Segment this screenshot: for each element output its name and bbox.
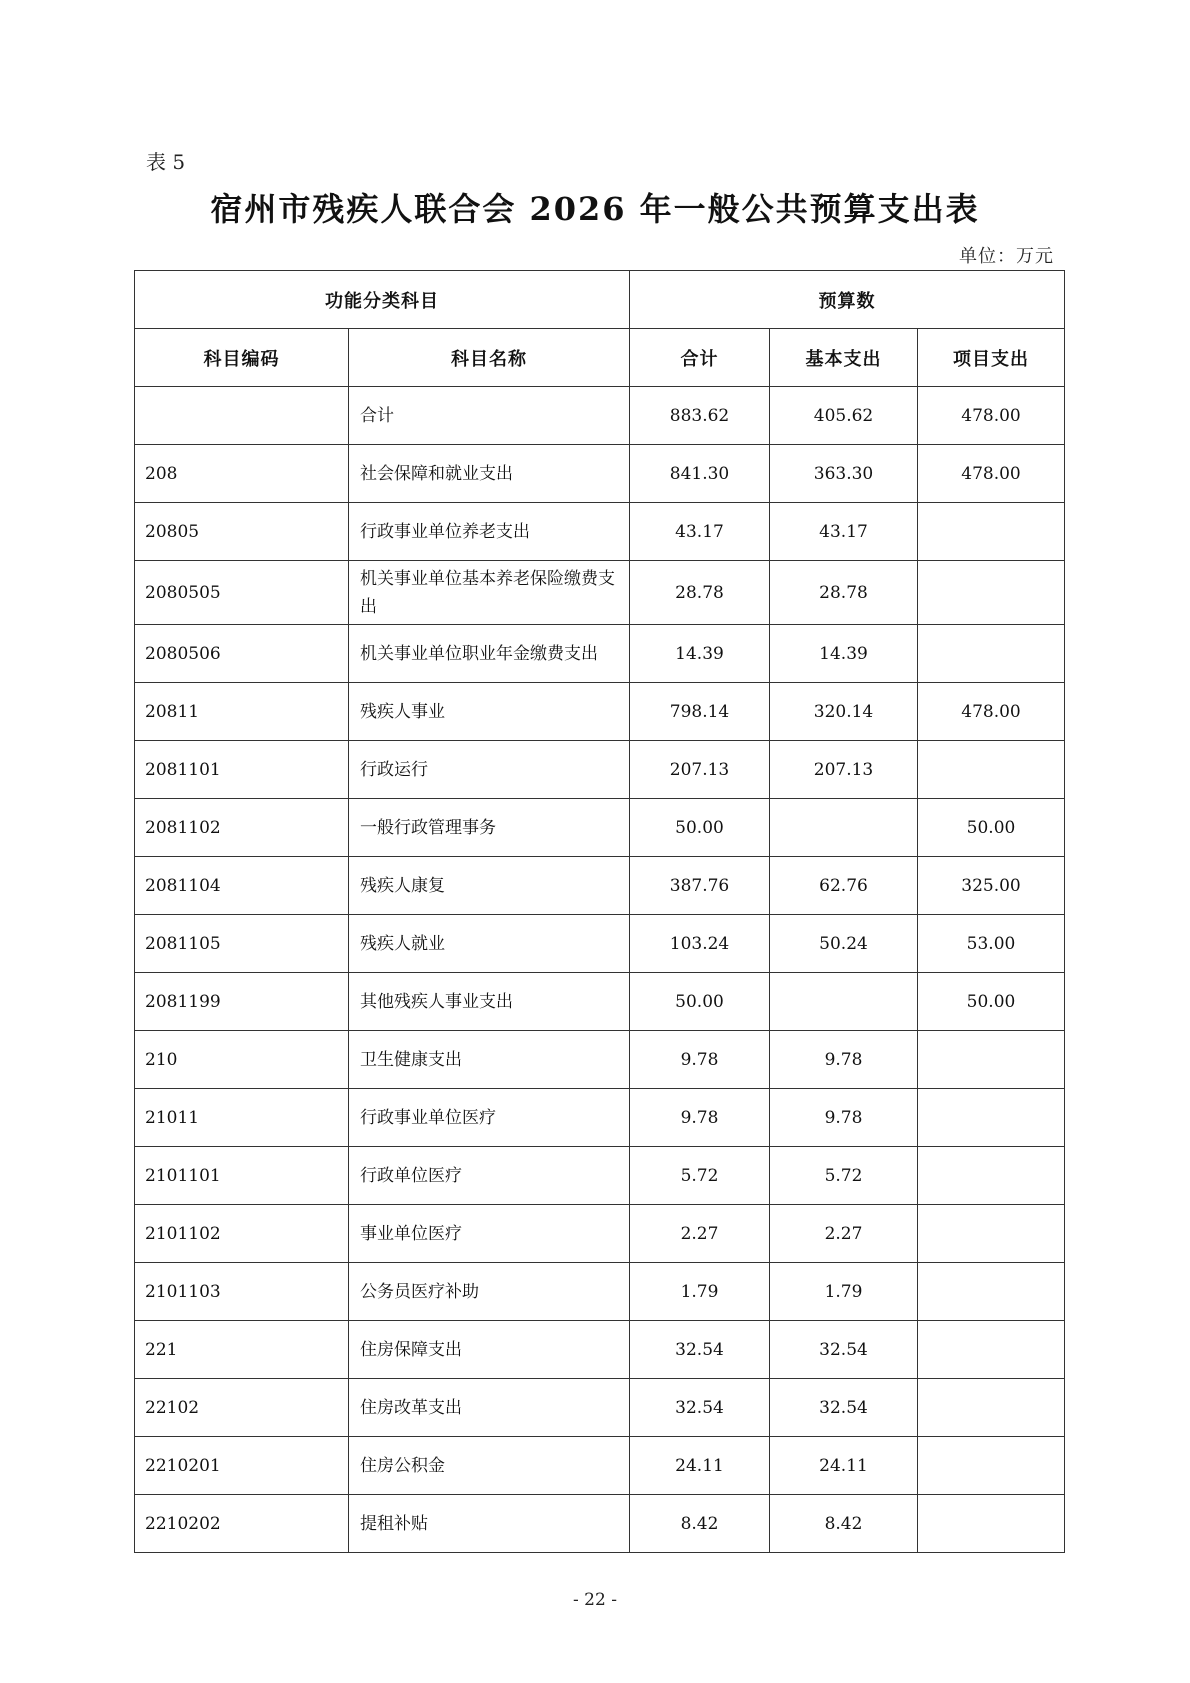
cell-total: 8.42 — [630, 1495, 770, 1553]
cell-name: 残疾人就业 — [349, 915, 630, 973]
group-header-budget: 预算数 — [630, 271, 1065, 329]
unit-label: 单位：万元 — [959, 246, 1054, 267]
cell-name: 机关事业单位职业年金缴费支出 — [349, 625, 630, 683]
cell-name: 残疾人康复 — [349, 857, 630, 915]
cell-basic: 5.72 — [770, 1147, 918, 1205]
cell-total: 28.78 — [630, 561, 770, 625]
table-row — [135, 1147, 1065, 1205]
cell-code: 20811 — [135, 683, 349, 741]
cell-basic: 24.11 — [770, 1437, 918, 1495]
cell-code: 2081104 — [135, 857, 349, 915]
cell-basic: 363.30 — [770, 445, 918, 503]
cell-basic: 9.78 — [770, 1031, 918, 1089]
table-row — [135, 1495, 1065, 1553]
cell-project — [918, 1437, 1065, 1495]
cell-basic — [770, 973, 918, 1031]
cell-total: 24.11 — [630, 1437, 770, 1495]
cell-name: 公务员医疗补助 — [349, 1263, 630, 1321]
cell-basic: 9.78 — [770, 1089, 918, 1147]
cell-basic: 207.13 — [770, 741, 918, 799]
cell-name: 卫生健康支出 — [349, 1031, 630, 1089]
cell-basic: 1.79 — [770, 1263, 918, 1321]
cell-code: 2210202 — [135, 1495, 349, 1553]
cell-total: 9.78 — [630, 1089, 770, 1147]
cell-basic: 28.78 — [770, 561, 918, 625]
column-header-row — [135, 329, 1065, 387]
cell-code: 2210201 — [135, 1437, 349, 1495]
cell-total: 9.78 — [630, 1031, 770, 1089]
cell-total: 883.62 — [630, 387, 770, 445]
cell-total: 32.54 — [630, 1379, 770, 1437]
cell-basic: 50.24 — [770, 915, 918, 973]
cell-project — [918, 1321, 1065, 1379]
cell-name: 行政事业单位养老支出 — [349, 503, 630, 561]
cell-project: 478.00 — [918, 445, 1065, 503]
cell-code: 2101103 — [135, 1263, 349, 1321]
cell-project: 325.00 — [918, 857, 1065, 915]
cell-total: 50.00 — [630, 973, 770, 1031]
cell-basic: 405.62 — [770, 387, 918, 445]
cell-code: 210 — [135, 1031, 349, 1089]
cell-project: 50.00 — [918, 799, 1065, 857]
cell-code: 2101101 — [135, 1147, 349, 1205]
table-row — [135, 1205, 1065, 1263]
cell-code: 2080505 — [135, 561, 349, 625]
cell-name: 行政运行 — [349, 741, 630, 799]
cell-name: 住房公积金 — [349, 1437, 630, 1495]
cell-name: 一般行政管理事务 — [349, 799, 630, 857]
table-row — [135, 1089, 1065, 1147]
cell-project — [918, 1089, 1065, 1147]
table-row — [135, 915, 1065, 973]
cell-project — [918, 625, 1065, 683]
table-label: 表 5 — [146, 150, 186, 174]
cell-project: 478.00 — [918, 683, 1065, 741]
table-row — [135, 973, 1065, 1031]
cell-total: 841.30 — [630, 445, 770, 503]
cell-basic: 62.76 — [770, 857, 918, 915]
cell-total: 14.39 — [630, 625, 770, 683]
cell-project — [918, 741, 1065, 799]
cell-project — [918, 1263, 1065, 1321]
cell-total: 5.72 — [630, 1147, 770, 1205]
cell-total: 32.54 — [630, 1321, 770, 1379]
cell-basic: 8.42 — [770, 1495, 918, 1553]
cell-code: 2081105 — [135, 915, 349, 973]
table-row — [135, 561, 1065, 625]
column-header-total: 合计 — [630, 329, 770, 387]
cell-code: 20805 — [135, 503, 349, 561]
cell-total: 103.24 — [630, 915, 770, 973]
table-body — [135, 387, 1065, 1553]
cell-basic: 32.54 — [770, 1379, 918, 1437]
page-number: - 22 - — [573, 1590, 617, 1610]
cell-total: 798.14 — [630, 683, 770, 741]
cell-total: 2.27 — [630, 1205, 770, 1263]
cell-basic: 2.27 — [770, 1205, 918, 1263]
table-row — [135, 1263, 1065, 1321]
table-row — [135, 799, 1065, 857]
cell-name: 机关事业单位基本养老保险缴费支出 — [349, 561, 630, 625]
cell-project — [918, 561, 1065, 625]
cell-code: 2080506 — [135, 625, 349, 683]
cell-name: 行政事业单位医疗 — [349, 1089, 630, 1147]
cell-project: 478.00 — [918, 387, 1065, 445]
column-header-basic: 基本支出 — [770, 329, 918, 387]
cell-basic: 320.14 — [770, 683, 918, 741]
cell-code: 21011 — [135, 1089, 349, 1147]
table-row — [135, 387, 1065, 445]
table-header — [135, 271, 1065, 387]
cell-name: 事业单位医疗 — [349, 1205, 630, 1263]
table-row — [135, 1321, 1065, 1379]
column-header-project: 项目支出 — [918, 329, 1065, 387]
cell-code — [135, 387, 349, 445]
cell-project — [918, 1495, 1065, 1553]
table-row — [135, 1379, 1065, 1437]
cell-project — [918, 1031, 1065, 1089]
table-row — [135, 625, 1065, 683]
cell-name: 提租补贴 — [349, 1495, 630, 1553]
table-row — [135, 1031, 1065, 1089]
cell-basic: 43.17 — [770, 503, 918, 561]
cell-project: 53.00 — [918, 915, 1065, 973]
cell-name: 其他残疾人事业支出 — [349, 973, 630, 1031]
cell-project — [918, 1147, 1065, 1205]
cell-name: 残疾人事业 — [349, 683, 630, 741]
table-row — [135, 1437, 1065, 1495]
page-title: 宿州市残疾人联合会 2026 年一般公共预算支出表 — [210, 190, 980, 228]
table-row — [135, 741, 1065, 799]
table-row — [135, 857, 1065, 915]
cell-project — [918, 1205, 1065, 1263]
cell-name: 合计 — [349, 387, 630, 445]
cell-basic: 14.39 — [770, 625, 918, 683]
table-row — [135, 503, 1065, 561]
column-header-code: 科目编码 — [135, 329, 349, 387]
cell-project: 50.00 — [918, 973, 1065, 1031]
cell-total: 50.00 — [630, 799, 770, 857]
cell-code: 2081101 — [135, 741, 349, 799]
cell-name: 行政单位医疗 — [349, 1147, 630, 1205]
cell-code: 22102 — [135, 1379, 349, 1437]
column-header-name: 科目名称 — [349, 329, 630, 387]
cell-code: 221 — [135, 1321, 349, 1379]
cell-name: 住房保障支出 — [349, 1321, 630, 1379]
table-row — [135, 445, 1065, 503]
table-row — [135, 683, 1065, 741]
cell-code: 2101102 — [135, 1205, 349, 1263]
cell-total: 1.79 — [630, 1263, 770, 1321]
cell-total: 207.13 — [630, 741, 770, 799]
cell-code: 208 — [135, 445, 349, 503]
cell-project — [918, 503, 1065, 561]
budget-table — [134, 270, 1065, 1553]
cell-name: 社会保障和就业支出 — [349, 445, 630, 503]
cell-code: 2081102 — [135, 799, 349, 857]
cell-code: 2081199 — [135, 973, 349, 1031]
cell-total: 43.17 — [630, 503, 770, 561]
cell-project — [918, 1379, 1065, 1437]
cell-name: 住房改革支出 — [349, 1379, 630, 1437]
cell-basic: 32.54 — [770, 1321, 918, 1379]
cell-basic — [770, 799, 918, 857]
cell-total: 387.76 — [630, 857, 770, 915]
group-header-function: 功能分类科目 — [135, 271, 630, 329]
group-header-row — [135, 271, 1065, 329]
